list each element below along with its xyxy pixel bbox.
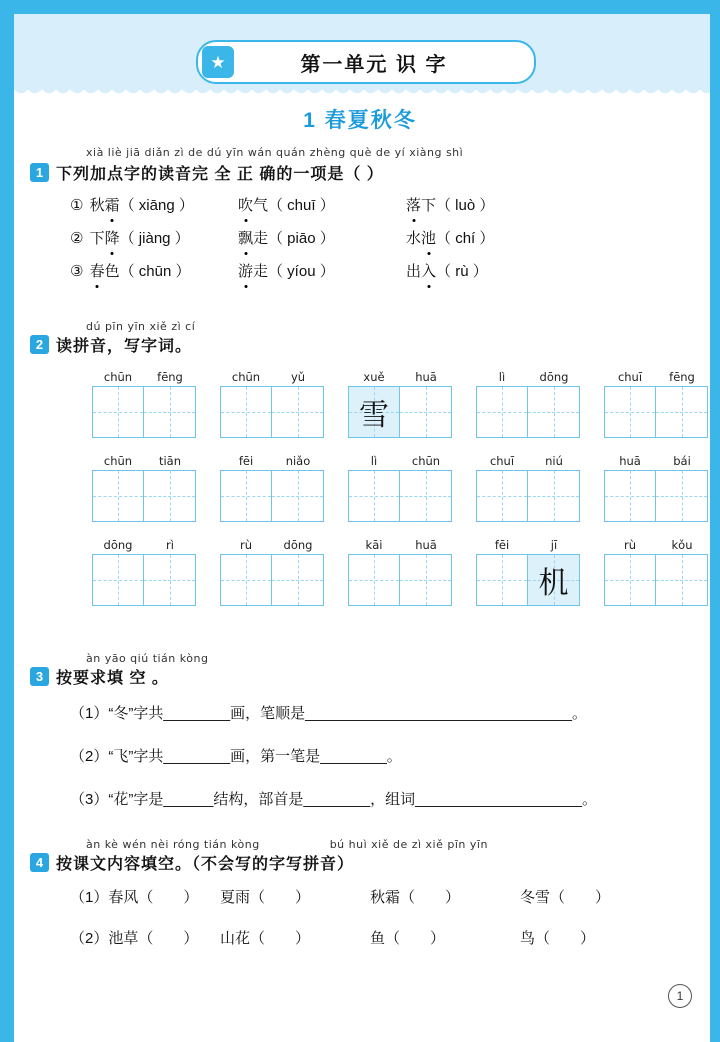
fill-blank-cell[interactable]: 冬雪（ ） [520, 889, 611, 906]
pinyin-syllable: huā [415, 370, 437, 384]
tianzige-boxes [604, 554, 708, 606]
word-cell [476, 538, 580, 606]
pinyin-syllable: chūn [103, 454, 133, 468]
tianzige-row [92, 370, 695, 438]
question-4-heading [30, 851, 690, 874]
option-item[interactable]: ① 秋霜（ xiāng ） [70, 194, 238, 215]
question-2 [30, 320, 695, 622]
tianzige-boxes [348, 386, 452, 438]
fill-blank-item[interactable]: （1）“冬”字共________画，笔顺是________________________________。 [70, 705, 588, 722]
header-band-wave [14, 86, 710, 96]
question-4-items [70, 886, 690, 948]
tianzige-row [92, 538, 693, 606]
question-2-heading [30, 333, 690, 356]
pinyin-syllable: fēi [494, 538, 510, 552]
tianzige-box-filled[interactable] [348, 386, 400, 438]
question-3-text: 按要求填 空 。 [56, 670, 169, 687]
word-pinyin [348, 538, 452, 552]
word-pinyin [476, 370, 580, 384]
fill-blank-item[interactable]: （2）“飞”字共________画，第一笔是________。 [70, 748, 402, 765]
unit-title: 第一单元 识 字 [300, 53, 448, 76]
tianzige-box-empty[interactable] [144, 554, 196, 606]
question-2-number: 2 [30, 335, 49, 354]
option-item[interactable]: 落下（ luò ） [406, 194, 574, 215]
page-top-border [0, 0, 720, 14]
tianzige-box-empty[interactable] [400, 386, 452, 438]
tianzige-box-empty[interactable] [348, 554, 400, 606]
page-right-border [710, 0, 720, 1042]
fill-blank-cell[interactable]: 山花（ ） [220, 930, 311, 947]
word-cell [348, 538, 452, 606]
word-pinyin [220, 370, 324, 384]
pinyin-syllable: rù [623, 538, 637, 552]
question-2-pinyin: dú pīn yīn xiě zì cí [86, 320, 196, 333]
fill-blank-cell[interactable]: 鱼（ ） [370, 930, 446, 947]
word-cell [220, 538, 324, 606]
word-pinyin [92, 538, 196, 552]
tianzige-boxes [348, 554, 452, 606]
tianzige-box-empty[interactable] [528, 470, 580, 522]
tianzige-box-empty[interactable] [604, 386, 656, 438]
pinyin-syllable: kāi [365, 538, 383, 552]
tianzige-box-empty[interactable] [400, 554, 452, 606]
question-4 [30, 838, 690, 968]
tianzige-box-empty[interactable] [220, 554, 272, 606]
pinyin-syllable: niú [545, 454, 563, 468]
tianzige-boxes [92, 386, 196, 438]
pinyin-syllable: chūn [411, 454, 441, 468]
tianzige-boxes [476, 554, 580, 606]
question-3 [30, 652, 690, 831]
word-pinyin [604, 538, 708, 552]
tianzige-box-empty[interactable] [92, 386, 144, 438]
tianzige-row [92, 454, 690, 522]
option-item[interactable]: 游走（ yíou ） [238, 260, 406, 281]
tianzige-box-empty[interactable] [656, 470, 708, 522]
word-cell [220, 454, 324, 522]
word-pinyin [220, 454, 324, 468]
fill-blank-item[interactable]: （3）“花”字是______结构，部首是________，组词____________________。 [70, 791, 597, 808]
word-cell [476, 454, 580, 522]
pinyin-syllable: chuī [489, 454, 515, 468]
page-left-border [0, 0, 14, 1042]
tianzige-box-filled[interactable] [528, 554, 580, 606]
tianzige-box-empty[interactable] [92, 470, 144, 522]
question-3-pinyin: àn yāo qiú tián kòng [86, 652, 209, 665]
word-pinyin [348, 454, 452, 468]
option-item[interactable]: ③ 春色（ chūn ） [70, 260, 238, 281]
word-cell [348, 370, 452, 438]
pinyin-syllable: huā [415, 538, 437, 552]
word-pinyin [476, 454, 580, 468]
tianzige-box-empty[interactable] [528, 386, 580, 438]
tianzige-boxes [348, 470, 452, 522]
tianzige-box-empty[interactable] [220, 386, 272, 438]
question-4-pinyin [86, 838, 690, 851]
pinyin-syllable: dōng [283, 538, 313, 552]
pinyin-syllable: fēng [669, 370, 695, 384]
question-1-number: 1 [30, 163, 49, 182]
tianzige-box-empty[interactable] [476, 470, 528, 522]
tianzige-box-empty[interactable] [476, 554, 528, 606]
pinyin-syllable: bái [673, 454, 691, 468]
question-1 [30, 146, 690, 293]
word-pinyin [220, 538, 324, 552]
tianzige-box-empty[interactable] [656, 554, 708, 606]
question-1-pinyin: xià liè jiā diǎn zì de dú yīn wán quán zhèng què de yí xiàng shì [86, 146, 464, 159]
pinyin-syllable: lì [498, 370, 506, 384]
tianzige-box-empty[interactable] [400, 470, 452, 522]
option-item[interactable]: ② 下降（ jiàng ） [70, 227, 238, 248]
word-cell [220, 370, 324, 438]
question-3-heading [30, 665, 690, 688]
option-item[interactable]: 出入（ rù ） [406, 260, 574, 281]
tianzige-boxes [476, 386, 580, 438]
pinyin-syllable: niǎo [285, 454, 311, 468]
option-item[interactable]: 飘走（ piāo ） [238, 227, 406, 248]
lesson-title: 1 春夏秋冬 [303, 109, 417, 132]
tianzige-box-empty[interactable] [348, 470, 400, 522]
tianzige-character: 机 [538, 566, 569, 601]
pinyin-syllable: rù [239, 538, 253, 552]
option-item[interactable]: 水池（ chí ） [406, 227, 574, 248]
pinyin-syllable: huā [619, 454, 641, 468]
tianzige-box-empty[interactable] [476, 386, 528, 438]
question-4-number: 4 [30, 853, 49, 872]
star-icon: ★ [202, 46, 234, 78]
pinyin-syllable: dōng [539, 370, 569, 384]
question-2-text: 读拼音，写字词。 [56, 338, 193, 355]
tianzige-boxes [220, 470, 324, 522]
page-number: 1 [668, 984, 692, 1008]
pinyin-syllable: chuī [617, 370, 643, 384]
tianzige-boxes [92, 470, 196, 522]
pinyin-syllable: xuě [363, 370, 385, 384]
pinyin-syllable: lì [370, 454, 378, 468]
question-4-text: 按课文内容填空。（不会写的字写拼音） [56, 856, 355, 873]
word-pinyin [604, 454, 708, 468]
word-pinyin [92, 370, 196, 384]
pinyin-syllable: dōng [103, 538, 133, 552]
word-cell [92, 538, 196, 606]
fill-blank-cell[interactable]: 夏雨（ ） [220, 889, 311, 906]
fill-blank-cell[interactable]: （1）春风（ ） [70, 889, 199, 906]
option-item[interactable]: 吹气（ chuī ） [238, 194, 406, 215]
word-cell [604, 538, 708, 606]
question-1-text: 下列加点字的读音完 全 正 确的一项是（ ） [56, 166, 384, 183]
tianzige-box-empty[interactable] [272, 554, 324, 606]
tianzige-boxes [220, 554, 324, 606]
tianzige-grid-area [92, 370, 695, 606]
fill-blank-row [70, 927, 690, 948]
pinyin-syllable: fēng [157, 370, 183, 384]
tianzige-box-empty[interactable] [604, 470, 656, 522]
fill-blank-cell[interactable]: 鸟（ ） [520, 930, 596, 947]
pinyin-syllable: yǔ [290, 370, 306, 384]
pinyin-syllable: chūn [103, 370, 133, 384]
tianzige-boxes [604, 470, 708, 522]
word-cell [476, 370, 580, 438]
option-row [70, 227, 690, 248]
pinyin-syllable: kǒu [671, 538, 693, 552]
word-pinyin [476, 538, 580, 552]
tianzige-boxes [220, 386, 324, 438]
word-pinyin [604, 370, 708, 384]
word-cell [348, 454, 452, 522]
pinyin-syllable: rì [166, 538, 174, 552]
tianzige-box-empty[interactable] [604, 554, 656, 606]
pinyin-syllable: jī [550, 538, 558, 552]
question-3-number: 3 [30, 667, 49, 686]
tianzige-character: 雪 [359, 398, 389, 433]
tianzige-box-empty[interactable] [92, 554, 144, 606]
pinyin-syllable: tiān [158, 454, 182, 468]
pinyin-syllable: chūn [231, 370, 261, 384]
fill-blank-row [70, 886, 690, 907]
option-row [70, 260, 690, 281]
tianzige-box-empty[interactable] [656, 386, 708, 438]
tianzige-boxes [92, 554, 196, 606]
word-cell [604, 370, 708, 438]
question-3-items [70, 702, 690, 809]
word-cell [92, 454, 196, 522]
tianzige-box-empty[interactable] [272, 386, 324, 438]
word-cell [92, 370, 196, 438]
word-pinyin [92, 454, 196, 468]
question-4-pinyin-part1: àn kè wén nèi róng tián kòng [86, 838, 260, 851]
word-cell [604, 454, 708, 522]
tianzige-boxes [476, 470, 580, 522]
tianzige-box-empty[interactable] [144, 386, 196, 438]
question-1-options [70, 194, 690, 281]
fill-blank-cell[interactable]: 秋霜（ ） [370, 889, 461, 906]
tianzige-box-empty[interactable] [272, 470, 324, 522]
word-pinyin [348, 370, 452, 384]
tianzige-boxes [604, 386, 708, 438]
tianzige-box-empty[interactable] [144, 470, 196, 522]
question-1-heading [30, 161, 690, 184]
tianzige-box-empty[interactable] [220, 470, 272, 522]
fill-blank-cell[interactable]: （2）池草（ ） [70, 930, 199, 947]
question-4-pinyin-part2: bú huì xiě de zì xiě pīn yīn [329, 838, 488, 851]
unit-title-banner [196, 40, 536, 84]
pinyin-syllable: fēi [238, 454, 254, 468]
option-row [70, 194, 690, 215]
